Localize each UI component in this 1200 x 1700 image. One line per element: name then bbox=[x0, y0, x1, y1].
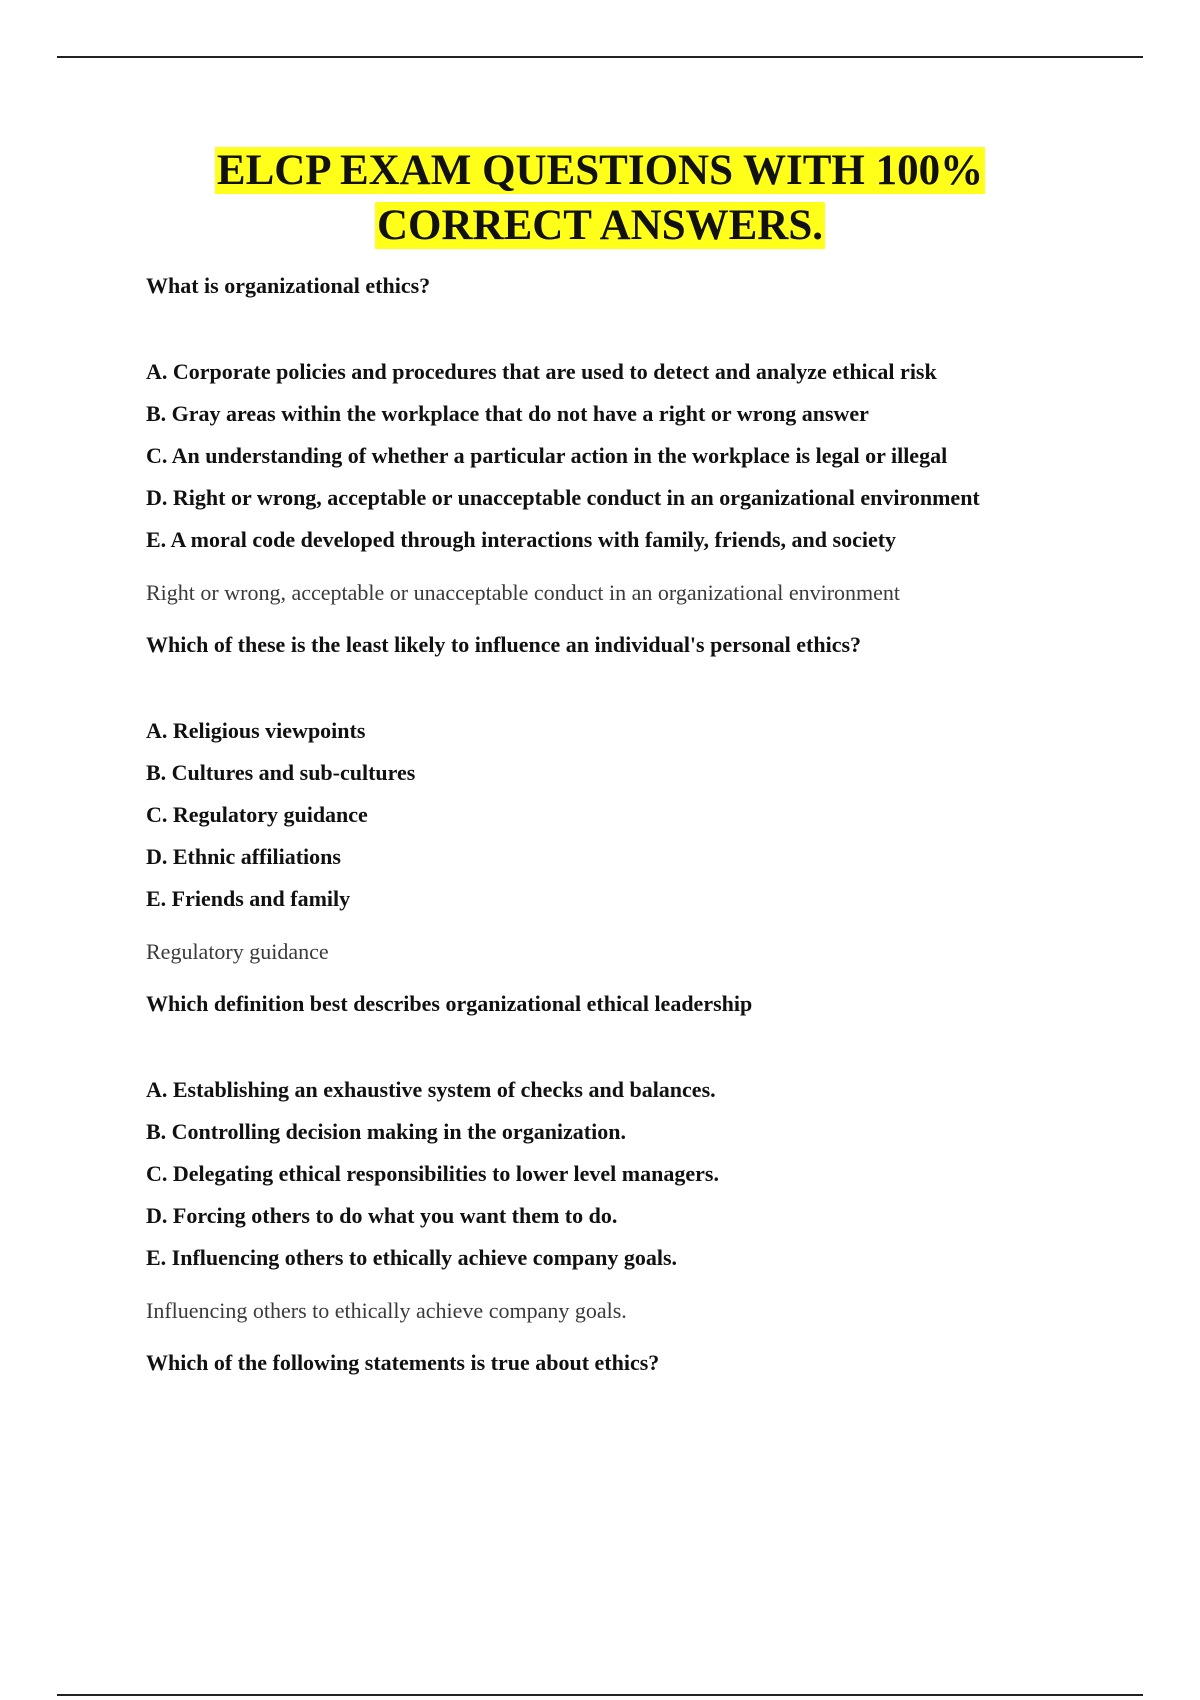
title-line-2: CORRECT ANSWERS. bbox=[376, 202, 824, 249]
option-a: A. Establishing an exhaustive system of checks and balances. bbox=[146, 1077, 716, 1102]
option-e: E. Influencing others to ethically achieve company goals. bbox=[146, 1245, 678, 1270]
title-line-1: ELCP EXAM QUESTIONS WITH 100% bbox=[216, 147, 984, 194]
question-text: What is organizational ethics? bbox=[146, 273, 431, 298]
option-b: B. Cultures and sub-cultures bbox=[146, 760, 416, 785]
document-title bbox=[0, 143, 1200, 253]
option-list bbox=[146, 710, 1086, 920]
answer-text: Right or wrong, acceptable or unacceptable conduct in an organizational environment bbox=[146, 580, 901, 605]
bottom-rule bbox=[57, 1694, 1143, 1696]
option-d: D. Forcing others to do what you want them to do. bbox=[146, 1203, 618, 1228]
option-c: C. Regulatory guidance bbox=[146, 802, 368, 827]
option-b: B. Controlling decision making in the organization. bbox=[146, 1119, 626, 1144]
option-list bbox=[146, 1069, 1086, 1279]
option-b: B. Gray areas within the workplace that do not have a right or wrong answer bbox=[146, 401, 869, 426]
answer-text: Influencing others to ethically achieve company goals. bbox=[146, 1298, 627, 1323]
option-d: D. Ethnic affiliations bbox=[146, 844, 341, 869]
question-list bbox=[146, 268, 1086, 1380]
question-block-1 bbox=[146, 268, 1086, 610]
option-list bbox=[146, 351, 1086, 561]
option-a: A. Corporate policies and procedures that are used to detect and analyze ethical risk bbox=[146, 359, 937, 384]
option-d: D. Right or wrong, acceptable or unacceptable conduct in an organizational environment bbox=[146, 485, 980, 510]
question-text: Which of the following statements is true about ethics? bbox=[146, 1350, 660, 1375]
option-e: E. A moral code developed through interactions with family, friends, and society bbox=[146, 527, 897, 552]
answer-text: Regulatory guidance bbox=[146, 939, 329, 964]
option-e: E. Friends and family bbox=[146, 886, 351, 911]
question-block-2 bbox=[146, 627, 1086, 969]
question-text: Which of these is the least likely to influence an individual's personal ethics? bbox=[146, 632, 862, 657]
question-block-3 bbox=[146, 986, 1086, 1328]
top-rule bbox=[57, 56, 1143, 58]
option-c: C. An understanding of whether a particular action in the workplace is legal or illegal bbox=[146, 443, 948, 468]
question-block-4 bbox=[146, 1345, 1086, 1380]
option-a: A. Religious viewpoints bbox=[146, 718, 366, 743]
question-text: Which definition best describes organizational ethical leadership bbox=[146, 991, 753, 1016]
option-c: C. Delegating ethical responsibilities to lower level managers. bbox=[146, 1161, 719, 1186]
